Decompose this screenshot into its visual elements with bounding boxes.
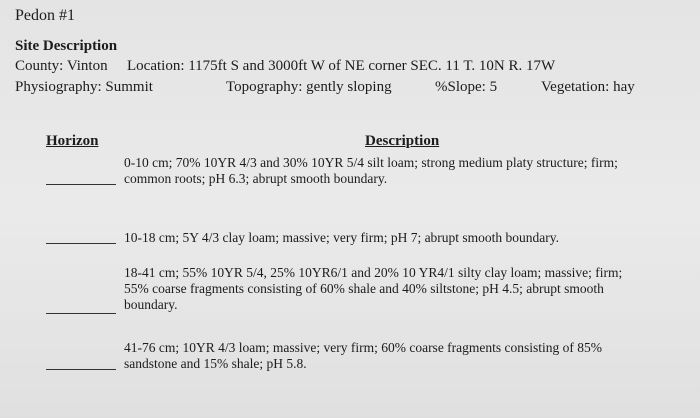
description-line: common roots; pH 6.3; abrupt smooth boundary. bbox=[124, 171, 388, 186]
description-column-header: Description bbox=[365, 133, 440, 149]
slope-label: %Slope: 5 bbox=[435, 79, 498, 95]
horizon-2-description bbox=[124, 230, 559, 246]
horizon-3-description bbox=[124, 265, 622, 313]
county-label: County: Vinton bbox=[15, 58, 108, 74]
pedon-title: Pedon #1 bbox=[15, 7, 75, 24]
horizon-3-blank[interactable] bbox=[46, 313, 116, 314]
description-line: 55% coarse fragments consisting of 60% shale and 40% siltstone; pH 4.5; abrupt smooth bbox=[124, 281, 604, 296]
location-label: Location: 1175ft S and 3000ft W of NE corner SEC. 11 T. 10N R. 17W bbox=[127, 58, 556, 74]
site-description-heading: Site Description bbox=[15, 38, 118, 54]
description-line: 18-41 cm; 55% 10YR 5/4, 25% 10YR6/1 and 20% 10 YR4/1 silty clay loam; massive; firm; bbox=[124, 265, 623, 280]
horizon-1-blank[interactable] bbox=[46, 184, 116, 185]
description-line: boundary. bbox=[124, 297, 178, 312]
physiography-label: Physiography: Summit bbox=[15, 79, 153, 95]
horizon-column-header: Horizon bbox=[46, 133, 99, 149]
horizon-4-description bbox=[124, 340, 602, 372]
horizon-1-description bbox=[124, 155, 618, 187]
description-line: sandstone and 15% shale; pH 5.8. bbox=[124, 356, 307, 371]
description-line: 41-76 cm; 10YR 4/3 loam; massive; very firm; 60% coarse fragments consisting of 85% bbox=[124, 340, 603, 355]
vegetation-label: Vegetation: hay bbox=[541, 79, 635, 95]
horizon-2-blank[interactable] bbox=[46, 243, 116, 244]
horizon-4-blank[interactable] bbox=[46, 369, 116, 370]
topography-label: Topography: gently sloping bbox=[226, 79, 392, 95]
description-line: 10-18 cm; 5Y 4/3 clay loam; massive; very firm; pH 7; abrupt smooth boundary. bbox=[124, 230, 560, 245]
description-line: 0-10 cm; 70% 10YR 4/3 and 30% 10YR 5/4 silt loam; strong medium platy structure; firm; bbox=[124, 155, 618, 170]
